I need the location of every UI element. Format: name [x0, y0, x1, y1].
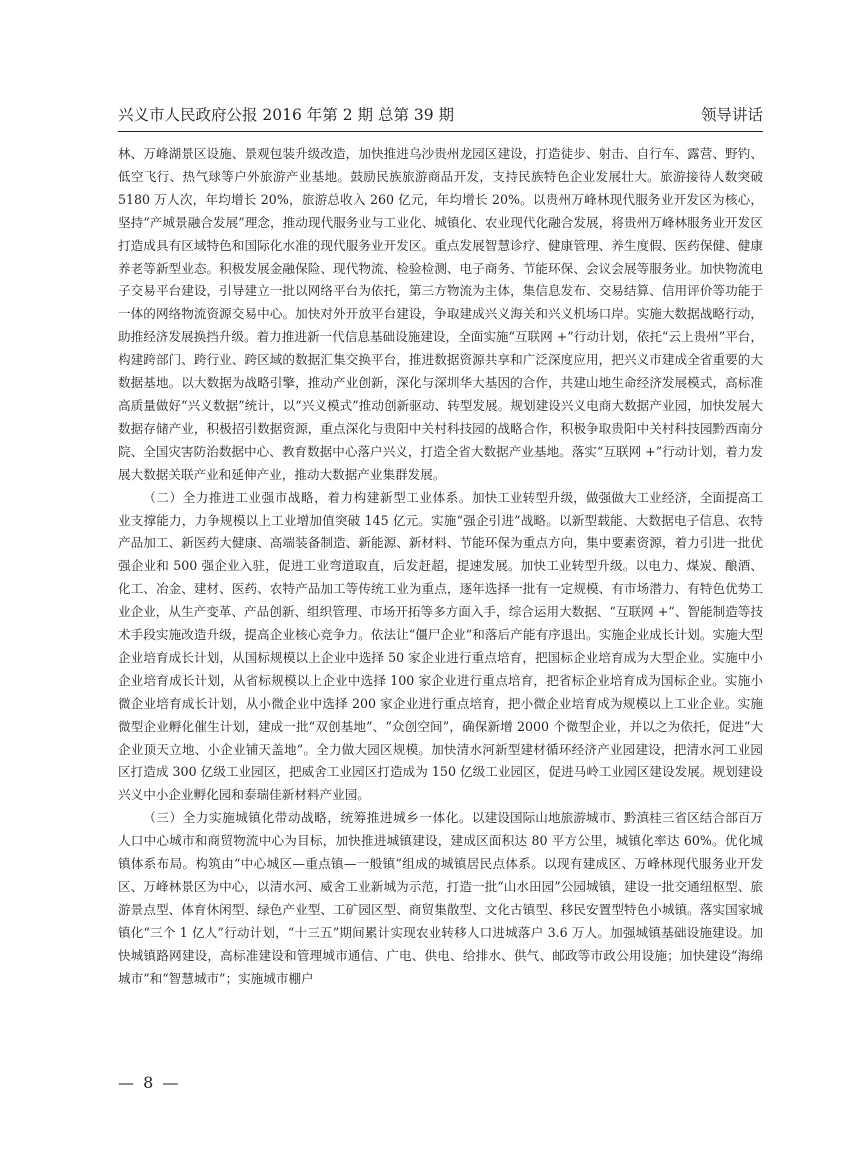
paragraph-text: 以建设国际山地旅游城市、黔滇桂三省区结合部百万人口中心城市和商贸物流中心为目标，加快推进城镇建设，建成区面积达 80 平方公里，城镇化率达 60%。优化城镇体系布局。构筑由“中心城区—重点镇—一般镇”组成的城镇居民点体系。以现有建成区、万峰林现代服务业开发区、万峰林景区为中心，以清水河、威舍工业新城为示范，打造一批“山水田园”公园城镇，建设一批交通纽枢型、旅游景点型、体育休闲型、绿色产业型、工矿园区型、商贸集散型、文化古镇型、移民安置型特色小城镇。落实国家城镇化“三个 1 亿人”行动计划，“十三五”期间累计实现农业转移人口进城落户 3.6 万人。加强城镇基础设施建设。加快城镇路网建设，高标准建设和管理城市通信、广电、供电、给排水、供气、邮政等市政公用设施；加快建设“海绵城市”和“智慧城市”；实施城市棚户 [118, 810, 764, 986]
paragraph-2 [118, 487, 763, 808]
paragraph-3 [118, 807, 763, 990]
paragraph-text: 加快工业转型升级，做强做大工业经济，全面提高工业支撑能力，力争规模以上工业增加值突破 145 亿元。实施“强企引进”战略。以新型载能、大数据电子信息、农特产品加工、新医药大健康、高端装备制造、新能源、新材料、节能环保为重点方向，集中要素资源，着力引进一批优强企业和 500 强企业入驻，促进工业弯道取直，后发赶超，提速发展。加快工业转型升级。以电力、煤炭、酿酒、化工、冶金、建材、医药、农特产品加工等传统工业为重点，逐年选择一批有一定规模、有市场潜力、有特色优势工业企业，从生产变革、产品创新、组织管理、市场开拓等多方面入手，综合运用大数据、“互联网 +”、智能制造等技术手段实施改造升级，提高企业核心竞争力。依法让“僵尸企业”和落后产能有序退出。实施企业成长计划。实施大型企业培育成长计划，从国标规模以上企业中选择 50 家企业进行重点培育，把国标企业培育成为大型企业。实施中小企业培育成长计划，从省标规模以上企业中选择 100 家企业进行重点培育，把省标企业培育成为国标企业。实施小微企业培育成长计划，从小微企业中选择 200 家企业进行重点培育，把小微企业培育成为规模以上工业企业。实施微型企业孵化催生计划，建成一批“双创基地”、“众创空间”，确保新增 2000 个微型企业，并以之为依托，促进“大企业顶天立地、小企业铺天盖地”。全力做大园区规模。加快清水河新型建材循环经济产业园建设，把清水河工业园区打造成 300 亿级工业园区，把威舍工业园区打造成为 150 亿级工业园区，促进马岭工业园区建设发展。规划建设兴义中小企业孵化园和泰瑞佳新材料产业园。 [118, 489, 764, 803]
publication-title: 兴义市人民政府公报 2016 年第 2 期 总第 39 期 [118, 106, 455, 124]
section-heading: （二）全力推进工业强市战略，着力构建新型工业体系。 [143, 489, 473, 505]
running-header [118, 103, 763, 127]
section-title: 领导讲话 [700, 106, 763, 124]
paragraph-text: 林、万峰湖景区设施、景观包装升级改造，加快推进乌沙贵州龙园区建设，打造徒步、射击、自行车、露营、野钓、低空飞行、热气球等户外旅游产业基地。鼓励民族旅游商品开发，支持民族特色企业发展壮大。旅游接待人数突破 5180 万人次，年均增长 20%，旅游总收入 260 亿元，年均增长 20%。以贵州万峰林现代服务业开发区为核心，坚持“产城景融合发展”理念，推动现代服务业与工业化、城镇化、农业现代化融合发展，将贵州万峰林服务业开发区打造成具有区域特色和国际化水准的现代服务业开发区。重点发展智慧诊疗、健康管理、养生度假、医药保健、健康养老等新型业态。积极发展金融保险、现代物流、检验检测、电子商务、节能环保、会议会展等服务业。加快物流电子交易平台建设，引导建立一批以网络平台为依托，第三方物流为主体，集信息发布、交易结算、信用评价等功能于一体的网络物流资源交易中心。加快对外开放平台建设，争取建成兴义海关和兴义机场口岸。实施大数据战略行动，助推经济发展换挡升级。着力推进新一代信息基础设施建设，全面实施“互联网 +”行动计划，依托“云上贵州”平台，构建跨部门、跨行业、跨区域的数据汇集交换平台，推进数据资源共享和广泛深度应用，把兴义市建成全省重要的大数据基地。以大数据为战略引擎，推动产业创新，深化与深圳华大基因的合作，共建山地生命经济发展模式，高标准高质量做好“兴义数据”统计，以“兴义模式”推动创新驱动、转型发展。规划建设兴义电商大数据产业园，加快发展大数据存储产业，积极招引数据资源，重点深化与贵阳中关村科技园的战略合作，积极争取贵阳中关村科技园黔西南分院、全国灾害防治数据中心、教育数据中心落户兴义，打造全省大数据产业基地。落实“互联网 +”行动计划，着力发展大数据关联产业和延伸产业，推动大数据产业集群发展。 [118, 146, 763, 482]
article-body [118, 143, 763, 991]
page-number: — 8 — [118, 1073, 181, 1092]
section-heading: （三）全力实施城镇化带动战略，统筹推进城乡一体化。 [143, 810, 473, 826]
paragraph-1 [118, 143, 763, 487]
header-rule [118, 131, 763, 132]
